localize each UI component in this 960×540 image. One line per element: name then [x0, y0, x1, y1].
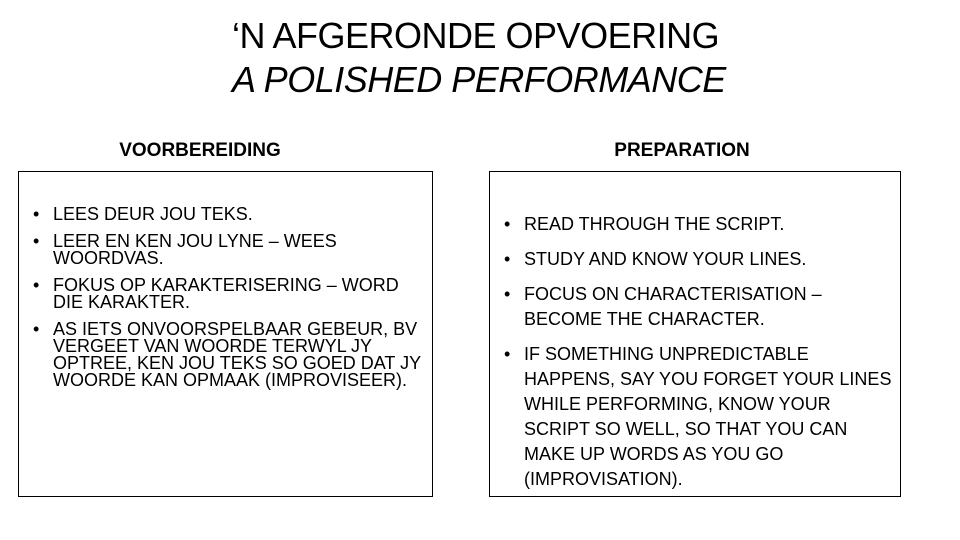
list-item: • READ THROUGH THE SCRIPT.	[498, 212, 896, 237]
list-item: • FOKUS OP KARAKTERISERING – WORD DIE KARAKTER.	[33, 275, 399, 312]
title-afrikaans: ‘N AFGERONDE OPVOERING	[232, 15, 720, 56]
bullet-icon: •	[33, 319, 40, 339]
heading-voorbereiding: VOORBEREIDING	[119, 140, 281, 161]
bullet-icon: •	[33, 231, 40, 251]
list-item: • FOCUS ON CHARACTERISATION – BECOME THE CHARACTER.	[504, 284, 822, 329]
afrikaans-text-box	[18, 171, 433, 497]
list-item: • IF SOMETHING UNPREDICTABLE HAPPENS, SAY YOU FORGET YOUR LINES WHILE PERFORMING, KNOW YOUR SCRIPT SO WELL, SO THAT YOU CAN MAKE UP WORDS AS YOU GO (IMPROVISATION).	[504, 344, 892, 489]
slide-title	[232, 14, 912, 102]
bullet-icon: •	[504, 214, 511, 234]
title-english: A POLISHED PERFORMANCE	[232, 59, 726, 100]
bullet-icon: •	[504, 249, 511, 269]
list-item: • STUDY AND KNOW YOUR LINES.	[498, 247, 896, 272]
list-item: • LEES DEUR JOU TEKS.	[33, 204, 253, 224]
english-bullet-list	[498, 212, 896, 502]
afrikaans-bullet-list	[27, 206, 427, 399]
heading-preparation: PREPARATION	[614, 140, 750, 161]
bullet-icon: •	[504, 284, 511, 304]
bullet-icon: •	[33, 275, 40, 295]
list-item: • AS IETS ONVOORSPELBAAR GEBEUR, BV VERGEET VAN WOORDE TERWYL JY OPTREE, KEN JOU TEKS SO GOED DAT JY WOORDE KAN OPMAAK (IMPROVISEER).	[33, 319, 421, 390]
bullet-icon: •	[504, 344, 511, 364]
list-item: • LEER EN KEN JOU LYNE – WEES WOORDVAS.	[33, 231, 337, 268]
bullet-icon: •	[33, 204, 40, 224]
english-text-box	[489, 171, 901, 497]
